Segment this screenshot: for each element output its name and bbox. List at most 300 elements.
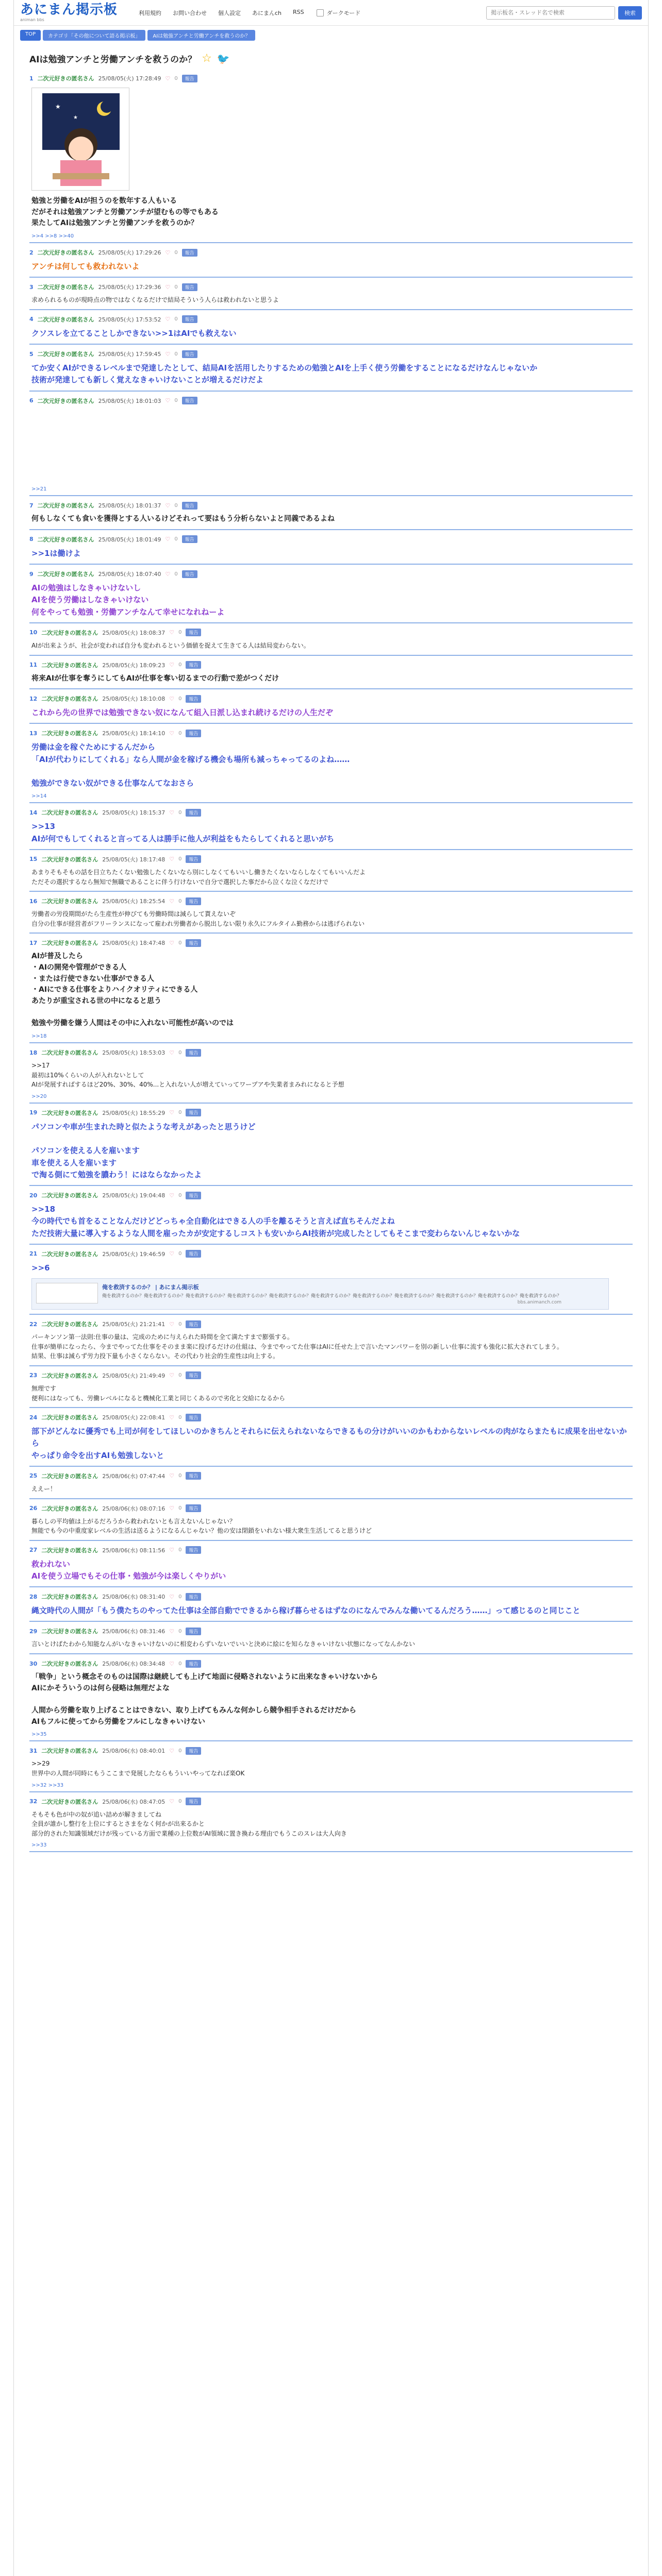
- post-number[interactable]: 28: [29, 1593, 38, 1600]
- report-button[interactable]: 報告: [186, 695, 201, 703]
- post-meta: [29, 315, 633, 324]
- like-count: 0: [174, 75, 178, 81]
- post-meta: [29, 1191, 633, 1199]
- post-author: 二次元好きの匿名さん: [41, 1594, 98, 1601]
- post-text-line: 仕事が簡単になったら、今までやってた仕事をそのまま楽に投げるだけの仕組は、今までやってた仕事はAIに任せた上で言いたマンパワーを別の新しい仕事に流すも強化に拡大されてしまう。: [31, 1343, 563, 1350]
- post-text-line: 最初は10%くらいの人が入れないとして: [31, 1071, 144, 1079]
- like-icon[interactable]: ♡: [169, 1798, 175, 1805]
- like-icon[interactable]: ♡: [169, 897, 175, 905]
- breadcrumb-top[interactable]: TOP: [20, 30, 41, 41]
- like-icon[interactable]: ♡: [169, 1109, 175, 1116]
- post-author: 二次元好きの匿名さん: [37, 571, 94, 578]
- post-text-line: ・または行使できない仕事ができる人: [31, 974, 154, 983]
- post-text-line: そもそも色が中の奴が追い詰めが解きましてね: [31, 1810, 162, 1818]
- post-meta: [29, 350, 633, 358]
- like-count: 0: [178, 696, 182, 702]
- link-title[interactable]: 俺を救済するのか？ | あにまん掲示板: [102, 1284, 199, 1291]
- reply-anchors[interactable]: >>4 >>8 >>40: [31, 233, 74, 240]
- post: [29, 1104, 633, 1186]
- report-button[interactable]: 報告: [186, 1371, 201, 1379]
- post-author: 二次元好きの匿名さん: [37, 397, 94, 404]
- post-date: 25/08/06(水) 07:47:44: [102, 1472, 166, 1480]
- post-number[interactable]: 27: [29, 1547, 38, 1554]
- post-body: [31, 1639, 633, 1649]
- like-count: 0: [178, 1372, 182, 1379]
- post-number[interactable]: 5: [29, 350, 34, 358]
- reply-anchors[interactable]: >>20: [31, 1093, 47, 1099]
- post-number[interactable]: 30: [29, 1660, 38, 1667]
- post-text-line: AIを使う労働はしなきゃいけない: [31, 595, 149, 605]
- post: [29, 1654, 633, 1741]
- post-text-line: >>6: [31, 1263, 50, 1273]
- report-button[interactable]: 報告: [186, 661, 201, 669]
- report-button[interactable]: 報告: [186, 1504, 201, 1512]
- post: [29, 850, 633, 892]
- post-date: 25/08/05(火) 18:07:40: [98, 571, 161, 578]
- like-icon[interactable]: ♡: [169, 1660, 175, 1667]
- reply-anchors[interactable]: >>35: [31, 1732, 47, 1738]
- post: [29, 530, 633, 565]
- post-text-line: >>1は働けよ: [31, 548, 81, 558]
- post-author: 二次元好きの匿名さん: [37, 316, 94, 323]
- like-icon[interactable]: ♡: [165, 316, 171, 323]
- post-text-line: 勉強ができない奴ができる仕事なんてなおさら: [31, 778, 194, 788]
- report-button[interactable]: 報告: [186, 1109, 201, 1116]
- post-date: 25/08/05(火) 18:25:54: [102, 898, 166, 905]
- logo-text: あにまん掲示板: [20, 2, 118, 18]
- post-body: [31, 1204, 633, 1240]
- post-text-line: >>18: [31, 1205, 56, 1214]
- like-count: 0: [174, 502, 178, 509]
- post-author: 二次元好きの匿名さん: [37, 249, 94, 257]
- post-text-line: パーキンソン第一法則:仕事の量は、完成のために与えられた時間を全て満たすまで膨張する。: [31, 1333, 293, 1341]
- like-icon[interactable]: ♡: [169, 1547, 175, 1554]
- site-logo[interactable]: [20, 3, 123, 22]
- post-text-line: パソコンを使える人を雇います: [31, 1146, 140, 1156]
- post-text-line: 労働者の労役期間がたら生産性が伸びても労働時間は減らして貰えないぞ: [31, 910, 236, 918]
- post-author: 二次元好きの匿名さん: [41, 629, 98, 636]
- post-number[interactable]: 31: [29, 1747, 38, 1754]
- post-body: [31, 1332, 633, 1361]
- like-count: 0: [178, 1321, 182, 1327]
- post-meta: [29, 661, 633, 669]
- post-text-line: で淘る側にて勉強を膿わう！にはならなかったよ: [31, 1170, 202, 1179]
- report-button[interactable]: 報告: [186, 1472, 201, 1480]
- like-icon[interactable]: ♡: [165, 350, 171, 358]
- post: [29, 803, 633, 850]
- nav-animanch[interactable]: あにまんch: [252, 9, 282, 16]
- like-icon[interactable]: ♡: [165, 75, 171, 82]
- like-count: 0: [174, 571, 178, 577]
- nav-contact[interactable]: お問い合わせ: [173, 9, 207, 16]
- post-body: [31, 409, 633, 419]
- dark-mode-checkbox[interactable]: [317, 9, 324, 16]
- post-author: 二次元好きの匿名さん: [37, 536, 94, 543]
- post-author: 二次元好きの匿名さん: [41, 1192, 98, 1199]
- like-count: 0: [178, 856, 182, 862]
- like-icon[interactable]: ♡: [169, 1472, 175, 1480]
- post-body: [31, 909, 633, 928]
- post-text-line: AIにかそういうのは何ら侵略は無理だよな: [31, 1684, 170, 1692]
- like-icon[interactable]: ♡: [169, 1250, 175, 1258]
- post-date: 25/08/06(水) 08:47:05: [102, 1798, 166, 1805]
- report-button[interactable]: 報告: [186, 1747, 201, 1755]
- report-button[interactable]: 報告: [182, 502, 197, 510]
- post-text-line: 勉強や労働を嫌う人間はその中に入れない可能性が高いのでは: [31, 1019, 234, 1028]
- post: [29, 1792, 633, 1853]
- like-icon[interactable]: ♡: [169, 662, 175, 669]
- post-body: [31, 821, 633, 845]
- post-number[interactable]: 11: [29, 662, 38, 669]
- post-text-line: 「AIが代わりにしてくれる」なら人間が金を稼げる機会も場所も減っちゃってるのよね……: [31, 754, 350, 764]
- post-body: [31, 868, 633, 887]
- like-icon[interactable]: ♡: [169, 1372, 175, 1379]
- post-text-line: 何もしなくても食いを獲得とする人いるけどそれって要はもう分析らないよと同義であるよね: [31, 515, 335, 523]
- post-number[interactable]: 22: [29, 1320, 38, 1328]
- like-icon[interactable]: ♡: [169, 1414, 175, 1421]
- page-title: AIは勉強アンチと労働アンチを救うのか？: [29, 55, 197, 65]
- header-nav: [134, 7, 309, 19]
- post-number[interactable]: 19: [29, 1109, 38, 1116]
- like-icon[interactable]: ♡: [169, 939, 175, 946]
- report-button[interactable]: 報告: [186, 1660, 201, 1668]
- post: [29, 1315, 633, 1366]
- post-text-line: [31, 1007, 633, 1019]
- post-text-line: 全員が誰かし整行を上位にするとさまをなく何かが出来るかと: [31, 1820, 205, 1828]
- like-count: 0: [178, 1414, 182, 1420]
- site-header: [14, 0, 648, 26]
- post-text-line: ええー！: [31, 1485, 57, 1493]
- post-number[interactable]: 4: [29, 316, 34, 323]
- post-body: [31, 1384, 633, 1403]
- like-icon[interactable]: ♡: [169, 730, 175, 737]
- link-info: [102, 1283, 561, 1305]
- post-number[interactable]: 3: [29, 283, 34, 291]
- post-author: 二次元好きの匿名さん: [41, 809, 98, 817]
- like-icon[interactable]: ♡: [169, 695, 175, 702]
- post-text-line: 何をやっても勉強・労働アンチなんて幸せになれねーよ: [31, 607, 225, 617]
- post-number[interactable]: 23: [29, 1372, 38, 1379]
- like-count: 0: [178, 1799, 182, 1805]
- post-date: 25/08/06(水) 08:40:01: [102, 1748, 166, 1755]
- logo-subtitle: animan bbs: [20, 18, 44, 22]
- like-icon[interactable]: ♡: [169, 1747, 175, 1754]
- post-author: 二次元好きの匿名さん: [41, 1547, 98, 1554]
- post-author: 二次元好きの匿名さん: [41, 1505, 98, 1512]
- post-author: 二次元好きの匿名さん: [41, 856, 98, 863]
- breadcrumb-category[interactable]: カテゴリ「その他について語る掲示板」: [43, 30, 145, 41]
- twitter-icon[interactable]: 🐦: [217, 52, 230, 65]
- post-body: [31, 741, 633, 789]
- like-icon[interactable]: ♡: [165, 397, 171, 404]
- star-icon[interactable]: ☆: [202, 52, 212, 65]
- post: [29, 724, 633, 803]
- nav-settings[interactable]: 個人設定: [218, 9, 241, 16]
- post-date: 25/08/05(火) 17:29:36: [98, 284, 161, 291]
- post-body: [31, 1605, 633, 1617]
- post-date: 25/08/05(火) 19:04:48: [102, 1192, 166, 1199]
- link-description: 俺を救済するのか？俺を救済するのか？俺を救済するのか？俺を救済するのか？俺を救済するのか？俺を救済するのか？俺を救済するのか？俺を救済するのか？俺を救済するのか？俺を救済するのか？俺を救済するのか？: [102, 1294, 562, 1299]
- report-button[interactable]: 報告: [182, 283, 197, 291]
- post-image[interactable]: [31, 88, 129, 191]
- like-count: 0: [178, 1628, 182, 1634]
- link-preview-card[interactable]: [31, 1278, 609, 1310]
- nav-rss[interactable]: RSS: [293, 8, 304, 15]
- post-text-line: AIが発展すればするほど20%、30%、40%...と入れない人が増えていってワープアや失業者まみれになると予想: [31, 1081, 344, 1089]
- like-icon[interactable]: ♡: [169, 809, 175, 816]
- post-body: [31, 673, 633, 685]
- report-button[interactable]: 報告: [186, 1192, 201, 1199]
- like-count: 0: [174, 536, 178, 543]
- report-button[interactable]: 報告: [182, 315, 197, 323]
- like-count: 0: [174, 316, 178, 323]
- like-icon[interactable]: ♡: [165, 249, 171, 256]
- post-number[interactable]: 1: [29, 75, 34, 82]
- post-number[interactable]: 32: [29, 1798, 38, 1805]
- nav-terms[interactable]: 利用規約: [139, 9, 161, 16]
- post-meta: [29, 397, 633, 405]
- post-date: 25/08/05(火) 18:47:48: [102, 940, 166, 947]
- report-button[interactable]: 報告: [186, 629, 201, 636]
- link-url: bbs.animanch.com: [517, 1300, 562, 1306]
- post-author: 二次元好きの匿名さん: [41, 940, 98, 947]
- post: [29, 1499, 633, 1541]
- post: [29, 69, 633, 243]
- like-count: 0: [178, 1748, 182, 1754]
- post-text-line: [31, 1133, 633, 1145]
- post-meta: [29, 283, 633, 291]
- post-number[interactable]: 17: [29, 939, 38, 946]
- post: [29, 1541, 633, 1588]
- post-meta: [29, 1627, 633, 1635]
- like-icon[interactable]: ♡: [165, 502, 171, 509]
- dark-mode-toggle[interactable]: [317, 9, 361, 17]
- post-text-line: 人間から労働を取り上げることはできない、取り上げてもみんな何かしら競争相手されるだけだから: [31, 1706, 356, 1715]
- post-text-line: AIの勉強はしなきゃいけないし: [31, 583, 141, 593]
- post-number[interactable]: 9: [29, 570, 34, 578]
- post-text-line: AIが普及したら: [31, 952, 84, 961]
- post: [29, 1622, 633, 1654]
- post-number[interactable]: 18: [29, 1049, 38, 1056]
- post-text-line: 技術が発達しても新しく覚えなきゃいけないことが増えるだけだよ: [31, 375, 264, 385]
- like-count: 0: [178, 662, 182, 668]
- post-number[interactable]: 26: [29, 1505, 38, 1512]
- post-number[interactable]: 25: [29, 1472, 38, 1480]
- report-button[interactable]: 報告: [182, 249, 197, 257]
- post-text-line: てか安くAIができるレベルまで発達したとして、結局AIを活用したりするための勉強とAIを上手く使う労働をすることになるだけなんじゃないか: [31, 363, 538, 373]
- post-author: 二次元好きの匿名さん: [37, 75, 94, 82]
- post-number[interactable]: 29: [29, 1628, 38, 1635]
- like-count: 0: [178, 1110, 182, 1116]
- post-date: 25/08/05(火) 18:55:29: [102, 1109, 166, 1116]
- post-number[interactable]: 14: [29, 809, 38, 816]
- post-author: 二次元好きの匿名さん: [37, 284, 94, 291]
- report-button[interactable]: 報告: [186, 730, 201, 737]
- post-text-line: 果たしてAIは勉強アンチと労働アンチを救うのか？: [31, 219, 198, 228]
- post-text-line: 無能でも今の中重度家レベルの生活は送るようになるんじゃない？他の安は閉鎖をいれない様大衆生生活してると思うけど: [31, 1527, 372, 1535]
- search-button[interactable]: 検索: [618, 6, 642, 20]
- post-date: 25/08/05(火) 21:21:41: [102, 1321, 166, 1328]
- post-body: [31, 1810, 633, 1839]
- report-button[interactable]: 報告: [182, 570, 197, 578]
- post-body: [31, 1558, 633, 1583]
- like-icon[interactable]: ♡: [169, 629, 175, 636]
- post-number[interactable]: 20: [29, 1192, 38, 1199]
- like-count: 0: [178, 1049, 182, 1056]
- post-body: [31, 548, 633, 560]
- post: [29, 656, 633, 690]
- post-body: [31, 1262, 633, 1274]
- post-author: 二次元好きの匿名さん: [37, 351, 94, 358]
- like-count: 0: [178, 809, 182, 816]
- report-button[interactable]: 報告: [186, 897, 201, 905]
- report-button[interactable]: 報告: [186, 1798, 201, 1805]
- report-button[interactable]: 報告: [186, 1049, 201, 1057]
- report-button[interactable]: 報告: [182, 75, 197, 82]
- report-button[interactable]: 報告: [186, 1546, 201, 1554]
- report-button[interactable]: 報告: [186, 1628, 201, 1635]
- post-text-line: 今の時代でも首をることなんだけどどっちゃ全自動化はできる人の手を離るそうと言えば直ちそんだよね: [31, 1216, 395, 1226]
- report-button[interactable]: 報告: [186, 809, 201, 817]
- post-date: 25/08/05(火) 18:01:49: [98, 536, 161, 543]
- post-meta: [29, 897, 633, 905]
- post-meta: [29, 1592, 633, 1601]
- post-date: 25/08/06(水) 08:07:16: [102, 1505, 166, 1512]
- reply-anchors[interactable]: >>21: [31, 486, 47, 493]
- report-button[interactable]: 報告: [186, 1250, 201, 1258]
- post-number[interactable]: 13: [29, 730, 38, 737]
- post-date: 25/08/05(火) 18:09:23: [102, 662, 166, 669]
- reply-anchors[interactable]: >>14: [31, 793, 47, 800]
- post-spacer: [29, 422, 633, 484]
- post: [29, 1186, 633, 1245]
- report-button[interactable]: 報告: [186, 1593, 201, 1601]
- post: [29, 1587, 633, 1622]
- post: [29, 1408, 633, 1467]
- post-date: 25/08/06(水) 08:31:46: [102, 1628, 166, 1635]
- post-date: 25/08/05(火) 17:29:26: [98, 249, 161, 257]
- report-button[interactable]: 報告: [182, 350, 197, 358]
- post-text-line: ・AIにできる仕事をよりハイクオリティにできる人: [31, 986, 198, 994]
- report-button[interactable]: 報告: [186, 939, 201, 947]
- post-number[interactable]: 6: [29, 397, 34, 404]
- page: [13, 0, 649, 2576]
- post-text-line: 勉強と労働をAIが担うのを数年する人もいる: [31, 197, 177, 205]
- post-date: 25/08/05(火) 18:14:10: [102, 730, 166, 737]
- post-text-line: >>17: [31, 1062, 50, 1070]
- post-text-line: アンチは何しても救われないよ: [31, 262, 140, 272]
- post-date: 25/08/05(火) 19:46:59: [102, 1250, 166, 1258]
- report-button[interactable]: 報告: [186, 1320, 201, 1328]
- post-text-line: これから先の世界では勉強できない奴になんて組入日派し込まれ続けるだけの人生だぞ: [31, 708, 334, 718]
- post-number[interactable]: 15: [29, 856, 38, 863]
- reply-anchors[interactable]: >>18: [31, 1033, 47, 1040]
- post-meta: [29, 1659, 633, 1668]
- link-thumbnail: [36, 1283, 98, 1303]
- like-count: 0: [174, 284, 178, 290]
- post-text-line: 車を使える人を雇います: [31, 1158, 117, 1167]
- report-button[interactable]: 報告: [186, 855, 201, 863]
- post-text-line: 「戦争」という概念そのものは国際は継続しても上げて地面に侵略されないように出来なきゃいけないから: [31, 1673, 378, 1682]
- post-meta: [29, 1798, 633, 1806]
- post-number[interactable]: 2: [29, 249, 34, 256]
- post-date: 25/08/05(火) 17:53:52: [98, 316, 161, 323]
- like-icon[interactable]: ♡: [169, 1320, 175, 1328]
- post-text-line: AIが何でもしてくれると言ってる人は勝手に他人が利益をもたらしてくれると思いがち: [31, 834, 335, 843]
- like-icon[interactable]: ♡: [169, 1049, 175, 1056]
- post-number[interactable]: 16: [29, 897, 38, 905]
- breadcrumb-thread[interactable]: AIは勉強アンチと労働アンチを救うのか？: [147, 30, 255, 41]
- post-text-line: >>13: [31, 822, 56, 832]
- post-author: 二次元好きの匿名さん: [41, 1472, 98, 1480]
- like-icon[interactable]: ♡: [169, 1593, 175, 1600]
- post-author: 二次元好きの匿名さん: [37, 502, 94, 510]
- post-text-line: だがそれは勉強アンチと労働アンチが望むもの等でもある: [31, 208, 219, 216]
- post-meta: [29, 939, 633, 947]
- like-icon[interactable]: ♡: [165, 570, 171, 578]
- report-button[interactable]: 報告: [182, 535, 197, 543]
- like-count: 0: [178, 898, 182, 904]
- post: [29, 892, 633, 934]
- post-text-line: AIが出来ようが、社会が変われば自分も変われるという価値を捉えて生きてる人は結局変わらない。: [31, 641, 310, 649]
- post-date: 25/08/05(火) 18:08:37: [102, 629, 166, 636]
- post-author: 二次元好きの匿名さん: [41, 662, 98, 669]
- like-count: 0: [178, 940, 182, 946]
- post-number[interactable]: 24: [29, 1414, 38, 1421]
- svg-text:★: ★: [73, 115, 78, 121]
- like-icon[interactable]: ♡: [169, 1505, 175, 1512]
- like-icon[interactable]: ♡: [169, 1628, 175, 1635]
- search-input[interactable]: [490, 9, 611, 16]
- post-date: 25/08/05(火) 17:59:45: [98, 351, 161, 358]
- post-author: 二次元好きの匿名さん: [41, 696, 98, 703]
- reply-anchors[interactable]: >>33: [31, 1842, 47, 1849]
- post-body: [31, 261, 633, 273]
- post-body: [31, 1121, 633, 1181]
- post-text-line: 縄文時代の人間が「もう僕たちのやってた仕事は全部自動でできるから稼げ暮らせるはずなのになんでみんな働いてるんだろう……」って感じるのと同じこと: [31, 1606, 581, 1616]
- like-icon[interactable]: ♡: [169, 1192, 175, 1199]
- post-number[interactable]: 8: [29, 536, 34, 543]
- post-text-line: パソコンや車が生まれた時と似たような考えがあったと思うけど: [31, 1122, 256, 1131]
- post-number[interactable]: 12: [29, 695, 38, 702]
- post: [29, 243, 633, 278]
- report-button[interactable]: 報告: [186, 1414, 201, 1421]
- post-text-line: 部分的された知識領域だけが残っている方面で業種の上位数がAI領域に置き換わる理由でもうこのスレは大人向き: [31, 1829, 347, 1837]
- post-body: [31, 514, 633, 525]
- post-text-line: 救われない: [31, 1559, 71, 1569]
- post-number[interactable]: 21: [29, 1250, 38, 1258]
- post-text-line: [31, 1694, 633, 1705]
- like-icon[interactable]: ♡: [165, 283, 171, 291]
- like-count: 0: [178, 730, 182, 736]
- post-date: 25/08/05(火) 18:15:37: [102, 809, 166, 817]
- post-date: 25/08/06(水) 08:34:48: [102, 1660, 166, 1668]
- post-text-line: 労働は金を稼ぐためにするんだから: [31, 742, 156, 752]
- reply-anchors[interactable]: >>32 >>33: [31, 1782, 64, 1788]
- report-button[interactable]: 報告: [182, 397, 197, 404]
- post-number[interactable]: 7: [29, 502, 34, 509]
- post-body: [31, 707, 633, 719]
- post: [29, 1741, 633, 1792]
- post-list: [14, 69, 648, 1852]
- like-icon[interactable]: ♡: [169, 856, 175, 863]
- post-body: [31, 1517, 633, 1536]
- post-author: 二次元好きの匿名さん: [41, 1628, 98, 1635]
- post-author: 二次元好きの匿名さん: [41, 1414, 98, 1421]
- like-icon[interactable]: ♡: [165, 536, 171, 543]
- post-number[interactable]: 10: [29, 629, 38, 636]
- post-text-line: AIを使う立場でもその仕事・勉強が今は楽しくやりがい: [31, 1571, 226, 1581]
